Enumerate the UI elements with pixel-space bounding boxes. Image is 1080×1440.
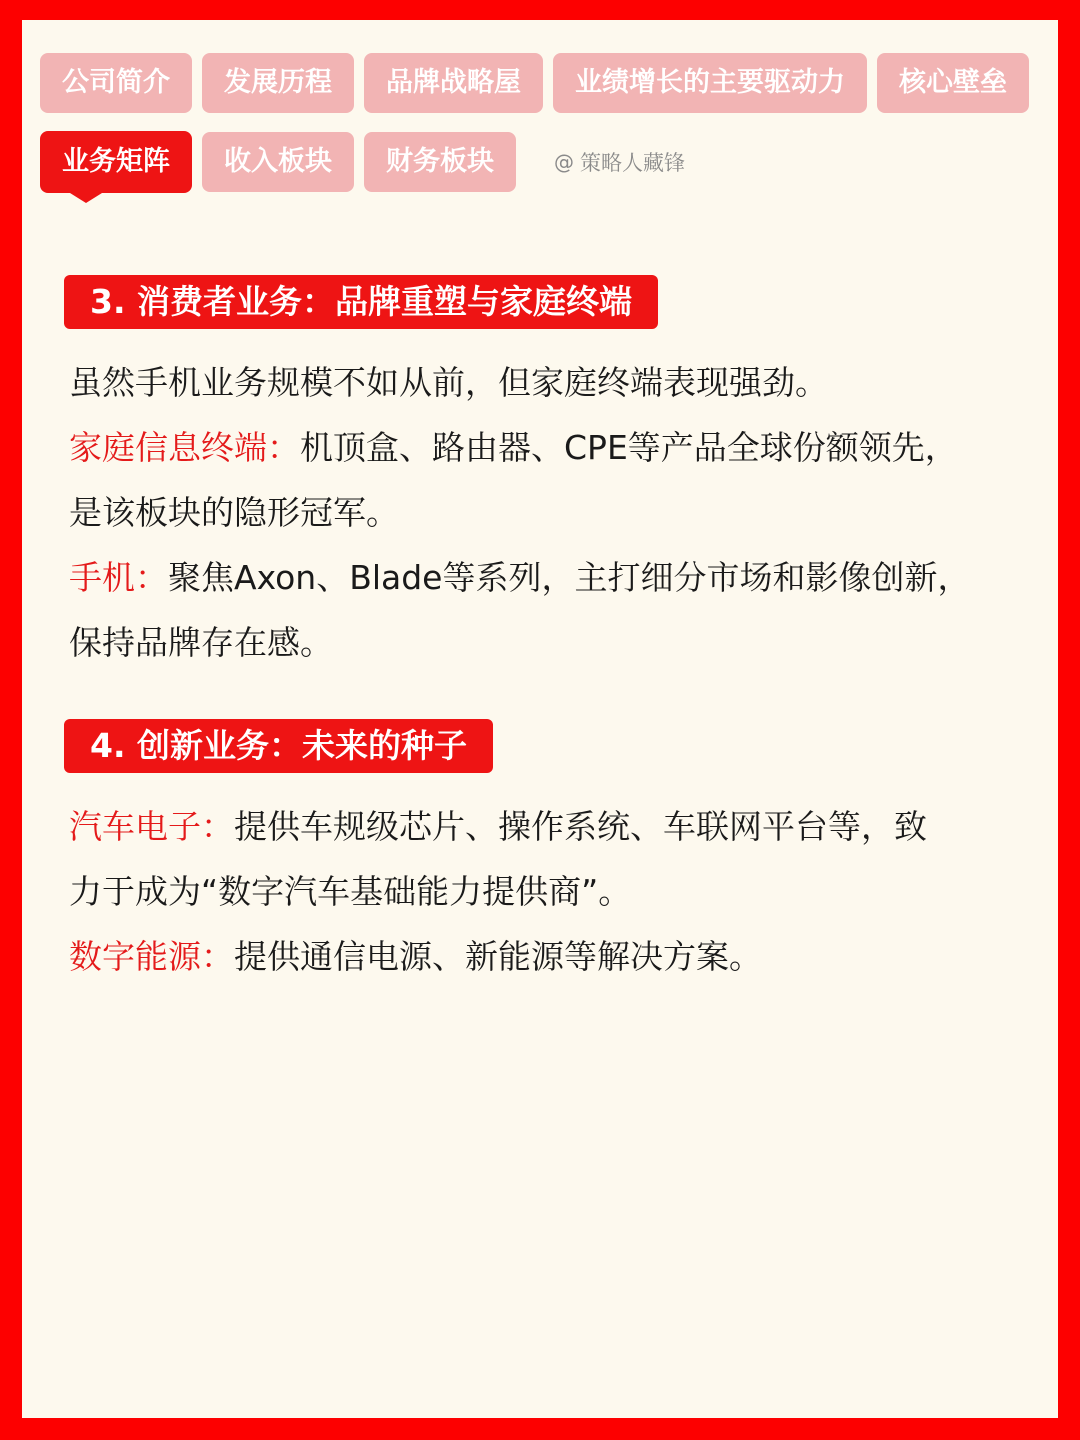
tab-business-matrix[interactable]: 业务矩阵 [40,131,192,193]
section-3-title: 3. 消费者业务：品牌重塑与家庭终端 [64,275,658,329]
item-text: 聚焦Axon、Blade等系列，主打细分市场和影像创新， [168,558,971,597]
item-label: 手机： [69,558,168,597]
section-3-item-1-cont: 是该板块的隐形冠军。 [69,493,399,532]
item-label: 汽车电子： [69,807,234,846]
section-4-item-1-cont: 力于成为“数字汽车基础能力提供商”。 [69,872,632,911]
tab-bar-row-2 [40,131,685,193]
section-4-body [69,794,1044,989]
item-text: 提供通信电源、新能源等解决方案。 [234,937,762,976]
section-4-title: 4. 创新业务：未来的种子 [64,719,493,773]
section-3-item-2 [69,545,1044,610]
at-icon: @ [554,150,574,174]
item-text: 机顶盒、路由器、CPE等产品全球份额领先， [300,428,958,467]
item-label: 家庭信息终端： [69,428,300,467]
item-label: 数字能源： [69,937,234,976]
section-3-item-2-cont: 保持品牌存在感。 [69,623,333,662]
section-3-body [69,350,1044,675]
author-name: 策略人藏锋 [580,151,685,175]
tab-core-moat[interactable]: 核心壁垒 [877,53,1029,113]
author-credit [554,147,685,177]
section-4-item-2 [69,924,1044,989]
tab-history[interactable]: 发展历程 [202,53,354,113]
tab-revenue[interactable]: 收入板块 [202,132,354,192]
tab-bar-row-1 [40,53,1029,113]
section-3-intro: 虽然手机业务规模不如从前，但家庭终端表现强劲。 [69,363,828,402]
tab-finance[interactable]: 财务板块 [364,132,516,192]
tab-company-intro[interactable]: 公司简介 [40,53,192,113]
tab-brand-strategy[interactable]: 品牌战略屋 [364,53,543,113]
tab-growth-drivers[interactable]: 业绩增长的主要驱动力 [553,53,867,113]
section-4-item-1 [69,794,1044,859]
content-card [22,20,1058,1418]
item-text: 提供车规级芯片、操作系统、车联网平台等，致 [234,807,927,846]
section-3-item-1 [69,415,1044,480]
